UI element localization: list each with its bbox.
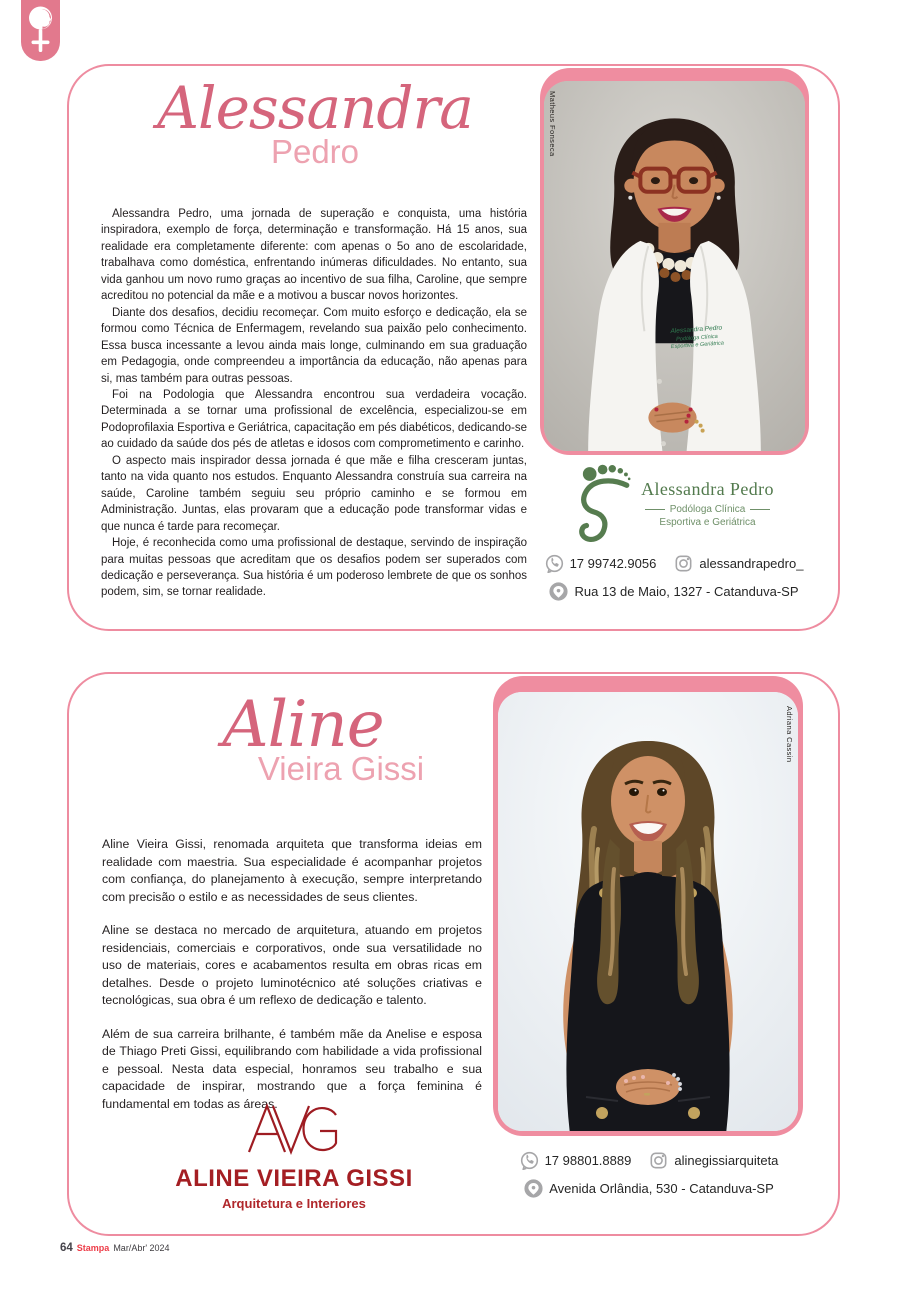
portrait-illustration (498, 692, 798, 1131)
phone-number: 17 98801.8889 (544, 1153, 632, 1168)
address-contact (524, 1179, 774, 1198)
whatsapp-icon (520, 1151, 539, 1170)
address-contact (549, 582, 798, 601)
location-icon (549, 582, 568, 601)
profile-card-alessandra (67, 64, 840, 631)
paragraph: Hoje, é reconhecida como uma profissional de destaque, servindo de inspiração para muitas pessoas que acreditam que os desafios podem ser superados com dedicação e perseverança. Sua história é um poderoso lembrete de que os sonhos podem, sim, se tornar realidade. (101, 537, 527, 599)
clinic-logo (539, 460, 811, 546)
company-logo (129, 1100, 459, 1211)
instagram-icon (649, 1151, 668, 1170)
page-footer (60, 1242, 170, 1254)
portrait-illustration (544, 81, 805, 451)
profile-title (97, 690, 509, 788)
profile-body (102, 836, 482, 1129)
phone-contact (520, 1151, 632, 1170)
contact-row (521, 554, 827, 573)
contact-row (521, 582, 827, 601)
magazine-name: Stampa (76, 1243, 110, 1253)
phone-number: 17 99742.9056 (569, 556, 657, 571)
contact-row (475, 1151, 823, 1170)
paragraph: Foi na Podologia que Alessandra encontrou sua verdadeira vocação. Determinada a se tornar uma profissional de excelência, especializou-se em Podoprofilaxia Esportiva e Geriátrica, capacitação em pés diabéticos, dedicando-se ao cuidado da saúde dos pés de atletas e idosos com comprometimento e carinho. (101, 388, 527, 451)
page-number: 64 (60, 1242, 73, 1254)
clinic-specialty2: Esportiva e Geriátrica (659, 516, 756, 528)
contact-block (521, 554, 827, 601)
phone-contact (545, 554, 657, 573)
company-tagline: Arquitetura e Interiores (222, 1196, 366, 1211)
whatsapp-icon (545, 554, 564, 573)
script-first-name: Aline (222, 688, 384, 762)
portrait-photo-aline (498, 692, 798, 1131)
instagram-contact (649, 1151, 778, 1170)
clinic-name: Alessandra Pedro (641, 478, 774, 499)
portrait-photo-alessandra (544, 81, 805, 451)
profile-card-aline (67, 672, 840, 1236)
paragraph: O aspecto mais inspirador dessa jornada é que mãe e filha cresceram juntas, tanto na vida quanto nos estudos. Enquanto Alessandra construía sua carreira na saúde, Caroline também seguiu seu próprio caminho e se formou em Administração. Juntas, elas provaram que a educação pode transformar vidas e que nunca é tarde para recomeçar. (101, 454, 527, 533)
last-name: Pedro (270, 132, 360, 170)
address-text: Avenida Orlândia, 530 - Catanduva-SP (549, 1181, 774, 1196)
divider (645, 509, 665, 510)
footprint-icon (576, 460, 634, 546)
clinic-specialty-label: Podóloga Clínica (669, 503, 746, 515)
instagram-handle: alinegissiarquiteta (674, 1153, 779, 1168)
profile-title (91, 76, 539, 171)
clinic-logo-text (641, 479, 774, 528)
photo-credit: Adriana Cassin (785, 706, 794, 763)
instagram-icon (674, 554, 693, 573)
female-badge (21, 0, 60, 61)
location-icon (524, 1179, 543, 1198)
paragraph: Alessandra Pedro, uma jornada de superação e conquista, uma história inspiradora, exemplo de força, determinação e transformação. Há 15 anos, sua realidade era completamente diferente: com apenas o 5o ano de escolaridade, trabalhava como doméstica, enfrentando inúmeras dificuldades. No entanto, sua vida ganhou um novo rumo graças ao incentivo de sua filha, Caroline, que sempre acreditou no potencial da mãe e a motivou a buscar novos horizontes. (101, 208, 527, 303)
instagram-contact (674, 554, 803, 573)
issue-date: Mar/Abr' 2024 (113, 1243, 170, 1253)
script-first-name: Alessandra (157, 74, 473, 142)
paragraph: Aline Vieira Gissi, renomada arquiteta que transforma ideias em realidade com maestria. Sua especialidade é acompanhar projetos com confiança, do planejamento à execução, sempre interpretando com precisão o estilo e as necessidades de seus clientes. (102, 837, 482, 904)
photo-credit: Matheus Fonseca (548, 91, 557, 157)
contact-row (475, 1179, 823, 1198)
company-name: ALINE VIEIRA GISSI (175, 1165, 413, 1192)
female-symbol-icon (21, 0, 60, 61)
profile-body (101, 206, 527, 601)
paragraph: Diante dos desafios, decidiu recomeçar. Com muito esforço e dedicação, ela se formou como Técnica de Enfermagem, revelando sua paixão pelo conhecimento. Essa busca incessante a levou ainda mais longe, culminando em sua graduação em Pedagogia, onde compreendeu a importância da educação, não apenas para si, mas também para outras pessoas. (101, 306, 527, 385)
divider (750, 509, 770, 510)
paragraph: Aline se destaca no mercado de arquitetura, atuando em projetos residenciais, comerciais e corporativos, onde sua versatilidade no uso de materiais, cores e acabamentos resulta em obras ricas em detalhes. Desde o projeto luminotécnico até soluções criativas e tecnológicas, sua obra é um reflexo de dedicação e talento. (102, 923, 482, 1007)
avg-monogram-icon (242, 1100, 346, 1158)
address-text: Rua 13 de Maio, 1327 - Catanduva-SP (574, 584, 799, 599)
instagram-handle: alessandrapedro_ (699, 556, 804, 571)
last-name: Vieira Gissi (257, 749, 425, 787)
coat-embroidery-line3: Esportiva e Geriátrica (670, 340, 725, 351)
photo-frame (540, 68, 809, 455)
coat-embroidery-line1: Alessandra Pedro (670, 324, 723, 336)
paragraph: Além de sua carreira brilhante, é também mãe da Anelise e esposa de Thiago Preti Gissi, equilibrando com habilidade a vida profissional e pessoal. Nesta data especial, honramos seu trabalho e sua capacidade de inspirar, mostrando que a força feminina é fundamental em todas as áreas. (102, 1026, 482, 1111)
contact-block (475, 1151, 823, 1198)
clinic-specialty (641, 504, 774, 515)
coat-embroidery-line2: Podóloga Clínica (675, 333, 718, 343)
photo-frame (493, 676, 803, 1136)
